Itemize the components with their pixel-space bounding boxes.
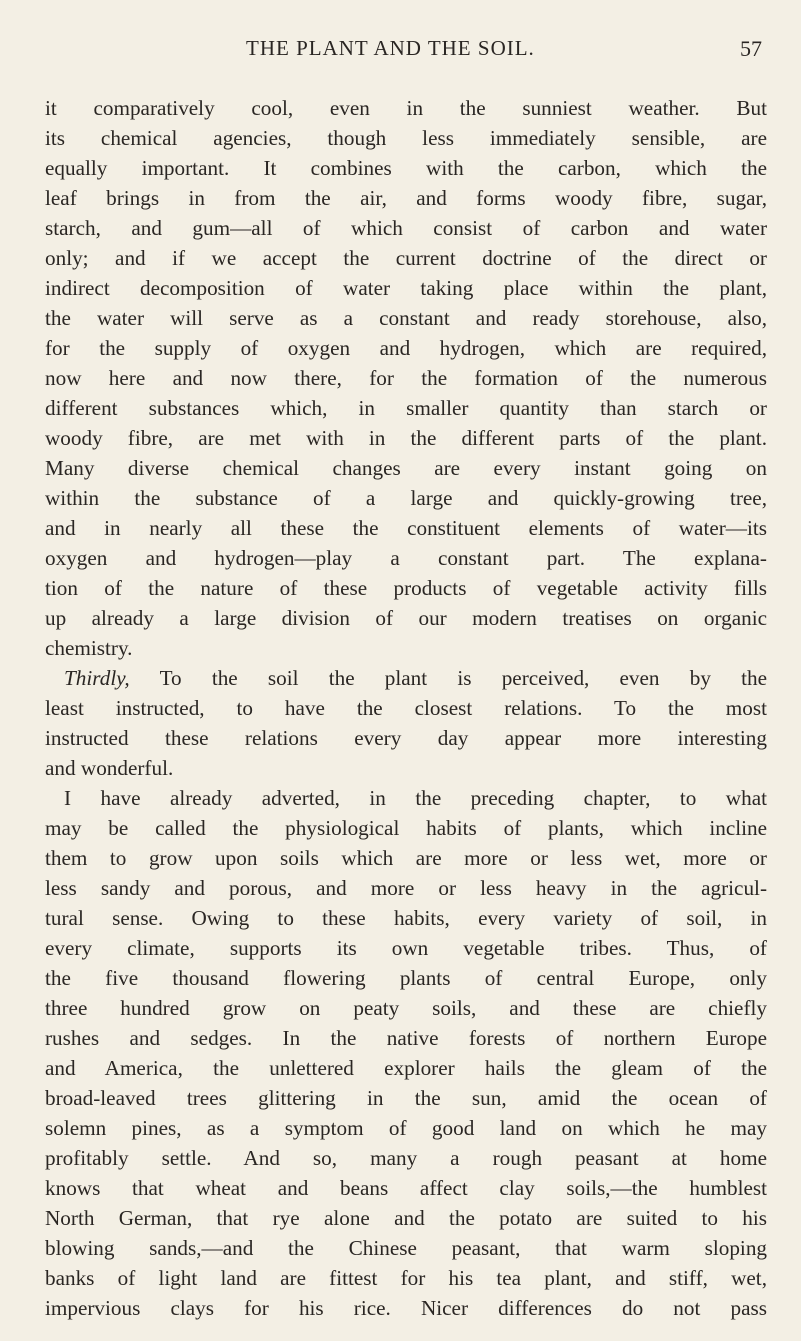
text-line: the five thousand flowering plants of central Europe, only: [45, 966, 767, 990]
text-line: least instructed, to have the closest relations. To the most: [45, 696, 767, 720]
running-title: THE PLANT AND THE SOIL.: [246, 36, 535, 60]
text-line: banks of light land are fittest for his tea plant, and stiff, wet,: [45, 1266, 767, 1290]
text-line: impervious clays for his rice. Nicer differences do not pass: [45, 1296, 767, 1320]
italic-lead: Thirdly,: [64, 666, 130, 690]
text-line: equally important. It combines with the carbon, which the: [45, 156, 767, 180]
text-line: may be called the physiological habits of plants, which incline: [45, 816, 767, 840]
text-line: less sandy and porous, and more or less heavy in the agricul-: [45, 876, 767, 900]
text-line: leaf brings in from the air, and forms woody fibre, sugar,: [45, 186, 767, 210]
text-line: knows that wheat and beans affect clay soils,—the humblest: [45, 1176, 767, 1200]
text-line: rushes and sedges. In the native forests of northern Europe: [45, 1026, 767, 1050]
text-line: for the supply of oxygen and hydrogen, which are required,: [45, 336, 767, 360]
text-line: indirect decomposition of water taking place within the plant,: [45, 276, 767, 300]
text-line: profitably settle. And so, many a rough peasant at home: [45, 1146, 767, 1170]
text-line: the water will serve as a constant and ready storehouse, also,: [45, 306, 767, 330]
text-line: chemistry.: [45, 636, 133, 660]
text-line: solemn pines, as a symptom of good land on which he may: [45, 1116, 767, 1140]
text-line: North German, that rye alone and the potato are suited to his: [45, 1206, 767, 1230]
text-line: them to grow upon soils which are more or less wet, more or: [45, 846, 767, 870]
text-line: only; and if we accept the current doctrine of the direct or: [45, 246, 767, 270]
text-line: now here and now there, for the formation of the numerous: [45, 366, 767, 390]
text-line: instructed these relations every day appear more interesting: [45, 726, 767, 750]
text-line: Many diverse chemical changes are every instant going on: [45, 456, 767, 480]
text-line: broad-leaved trees glittering in the sun, amid the ocean of: [45, 1086, 767, 1110]
page-number: 57: [740, 36, 762, 61]
text-line: starch, and gum—all of which consist of carbon and water: [45, 216, 767, 240]
body-text: [45, 93, 767, 1323]
text-line: and wonderful.: [45, 756, 174, 780]
text-line: different substances which, in smaller quantity than starch or: [45, 396, 767, 420]
text-line: and America, the unlettered explorer hails the gleam of the: [45, 1056, 767, 1080]
text-line: I have already adverted, in the preceding chapter, to what: [64, 786, 767, 810]
text-line: within the substance of a large and quickly-growing tree,: [45, 486, 767, 510]
text-line: its chemical agencies, though less immediately sensible, are: [45, 126, 767, 150]
text-line: oxygen and hydrogen—play a constant part. The explana-: [45, 546, 767, 570]
text-line: every climate, supports its own vegetable tribes. Thus, of: [45, 936, 767, 960]
text-run: To the soil the plant is perceived, even by the: [159, 666, 767, 690]
paragraph-line: [45, 663, 767, 693]
running-head: [0, 36, 801, 66]
text-line: tion of the nature of these products of vegetable activity fills: [45, 576, 767, 600]
text-line: and in nearly all these the constituent elements of water—its: [45, 516, 767, 540]
text-line: it comparatively cool, even in the sunniest weather. But: [45, 96, 767, 120]
text-line: three hundred grow on peaty soils, and these are chiefly: [45, 996, 767, 1020]
text-line: tural sense. Owing to these habits, every variety of soil, in: [45, 906, 767, 930]
text-line: up already a large division of our modern treatises on organic: [45, 606, 767, 630]
text-line: woody fibre, are met with in the different parts of the plant.: [45, 426, 767, 450]
text-line: blowing sands,—and the Chinese peasant, that warm sloping: [45, 1236, 767, 1260]
